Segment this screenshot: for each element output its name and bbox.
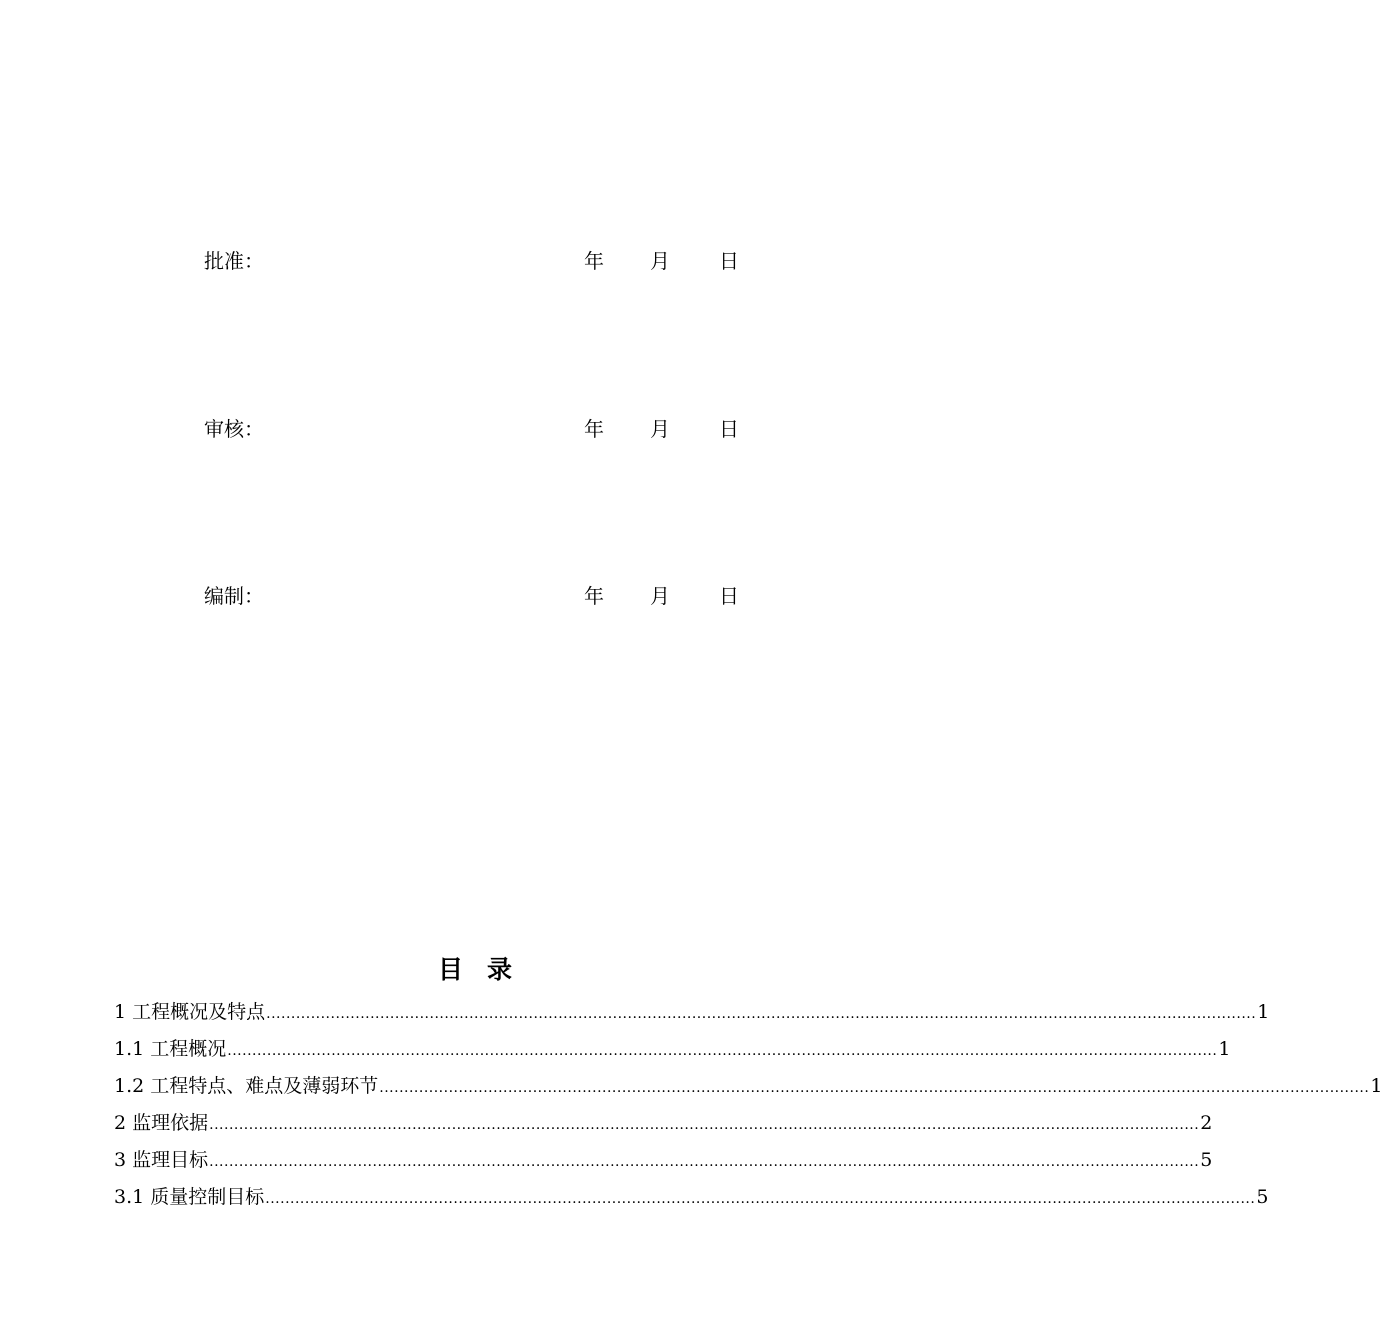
toc-leader-dots: ........................................................................................................................................................................................................ — [379, 1080, 1370, 1096]
toc-item[interactable] — [114, 1108, 1213, 1145]
toc-item[interactable] — [114, 1182, 1269, 1219]
review-day-label: 日 — [719, 417, 739, 441]
toc-item[interactable] — [114, 1145, 1213, 1182]
approval-year-label: 年 — [584, 249, 604, 273]
toc-leader-dots: ........................................................................................................................................................................................................ — [265, 1191, 1256, 1207]
review-row — [0, 413, 950, 443]
toc-item[interactable] — [114, 1071, 1382, 1108]
toc-item[interactable] — [114, 997, 1270, 1034]
toc-list — [114, 997, 1382, 1219]
toc-title-left: 目 — [437, 955, 463, 984]
compile-day-label: 日 — [719, 584, 739, 608]
review-month-label: 月 — [650, 417, 670, 441]
approval-row — [0, 245, 950, 275]
toc-title — [0, 950, 950, 986]
toc-item-text: 2 监理依据 — [114, 1112, 209, 1134]
toc-item-page: 2 — [1200, 1112, 1213, 1134]
toc-item-page: 5 — [1256, 1186, 1269, 1208]
toc-title-right: 录 — [487, 955, 513, 984]
toc-item-text: 1 工程概况及特点 — [114, 1001, 266, 1023]
toc-leader-dots: ........................................................................................................................................................................................................ — [227, 1043, 1218, 1059]
toc-item-page: 5 — [1200, 1149, 1213, 1171]
review-label: 审核： — [204, 417, 264, 441]
approval-label: 批准： — [204, 249, 264, 273]
compile-year-label: 年 — [584, 584, 604, 608]
approval-day-label: 日 — [719, 249, 739, 273]
toc-item-text: 3 监理目标 — [114, 1149, 209, 1171]
toc-item-text: 3.1 质量控制目标 — [114, 1186, 265, 1208]
toc-item-text: 1.2 工程特点、难点及薄弱环节 — [114, 1075, 379, 1097]
compile-label: 编制： — [204, 584, 264, 608]
compile-row — [0, 580, 950, 610]
toc-item-page: 1 — [1218, 1038, 1231, 1060]
compile-month-label: 月 — [650, 584, 670, 608]
approval-month-label: 月 — [650, 249, 670, 273]
review-year-label: 年 — [584, 417, 604, 441]
toc-item-text: 1.1 工程概况 — [114, 1038, 227, 1060]
toc-leader-dots: ........................................................................................................................................................................................................ — [209, 1117, 1200, 1133]
toc-item-page: 1 — [1257, 1001, 1270, 1023]
toc-item-page: 1 — [1370, 1075, 1382, 1097]
toc-item[interactable] — [114, 1034, 1231, 1071]
toc-leader-dots: ........................................................................................................................................................................................................ — [266, 1006, 1257, 1022]
toc-leader-dots: ........................................................................................................................................................................................................ — [209, 1154, 1200, 1170]
